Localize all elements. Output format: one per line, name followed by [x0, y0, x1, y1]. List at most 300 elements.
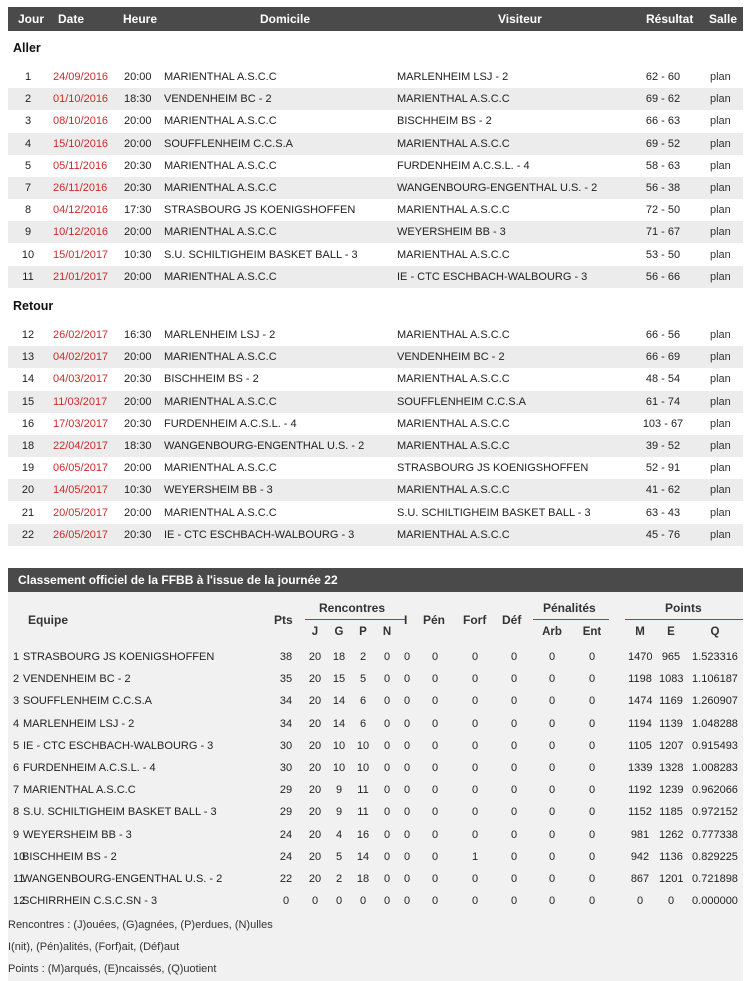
match-domicile: WEYERSHEIM BB - 3 [164, 484, 273, 497]
match-heure: 10:30 [124, 248, 152, 261]
match-resultat: 71 - 67 [645, 226, 681, 239]
cell-pen: 0 [431, 762, 439, 774]
cell-i: 0 [403, 873, 411, 885]
standings-row [8, 890, 743, 912]
cell-forf: 0 [471, 739, 479, 752]
cell-pts: 35 [279, 673, 293, 686]
match-date[interactable]: 15/10/2016 [53, 137, 109, 150]
match-date[interactable]: 11/03/2017 [53, 395, 108, 408]
match-jour: 3 [24, 115, 32, 128]
match-row [8, 524, 743, 546]
match-jour: 16 [21, 417, 35, 430]
match-jour: 7 [24, 182, 32, 194]
match-jour: 19 [21, 462, 35, 475]
match-domicile: MARIENTHAL A.S.C.C [164, 226, 277, 239]
match-salle-plan-link[interactable]: plan [710, 248, 731, 261]
match-domicile: MARIENTHAL A.S.C.C [164, 115, 277, 128]
standings-header [8, 568, 743, 592]
team-rank: 7 [13, 784, 20, 797]
match-salle-plan-link[interactable]: plan [710, 137, 731, 150]
hdr-pen: Pén [423, 613, 446, 627]
cell-ent: 0 [588, 717, 596, 730]
cell-forf: 0 [471, 784, 479, 797]
cell-j: 20 [308, 717, 322, 730]
cell-pen: 0 [431, 784, 439, 797]
match-salle-plan-link[interactable]: plan [710, 226, 731, 239]
match-jour: 9 [24, 226, 32, 239]
match-visiteur: VENDENHEIM BC - 2 [397, 351, 505, 364]
match-domicile: STRASBOURG JS KOENIGSHOFFEN [164, 204, 356, 217]
hdr-p: P [359, 626, 367, 638]
cell-p: 14 [356, 850, 370, 863]
match-visiteur: SOUFFLENHEIM C.C.S.A [397, 395, 526, 408]
cell-m: 1198 [628, 673, 652, 686]
cell-p: 6 [359, 717, 367, 730]
cell-m: 981 [630, 828, 650, 841]
match-salle-plan-link[interactable]: plan [710, 351, 731, 364]
cell-forf: 0 [471, 806, 479, 819]
match-domicile: S.U. SCHILTIGHEIM BASKET BALL - 3 [164, 248, 358, 261]
cell-pen: 0 [431, 806, 439, 819]
match-salle-plan-link[interactable]: plan [710, 204, 731, 217]
match-domicile: MARIENTHAL A.S.C.C [164, 159, 277, 172]
match-jour: 18 [21, 440, 35, 452]
match-domicile: FURDENHEIM A.C.S.L. - 4 [164, 417, 297, 430]
match-row [8, 244, 743, 266]
cell-pen: 0 [431, 651, 439, 663]
cell-p: 18 [356, 873, 370, 885]
cell-ent: 0 [588, 828, 596, 841]
match-row [8, 479, 743, 501]
cell-q: 1.048288 [692, 717, 738, 730]
match-resultat: 41 - 62 [645, 484, 681, 497]
standings-table [8, 592, 743, 981]
cell-q: 0.962066 [692, 784, 738, 797]
cell-m: 1470 [628, 651, 653, 663]
cell-pts: 24 [279, 828, 293, 841]
cell-i: 0 [403, 762, 411, 774]
team-name: SCHIRRHEIN C.S.C.SN - 3 [22, 895, 158, 908]
match-visiteur: FURDENHEIM A.C.S.L. - 4 [397, 159, 530, 172]
match-resultat: 52 - 91 [645, 462, 681, 475]
match-resultat: 66 - 56 [645, 329, 681, 341]
hdr-j: J [311, 626, 319, 638]
cell-e: 1136 [659, 850, 683, 863]
cell-q: 0.777338 [692, 828, 738, 841]
cell-forf: 0 [471, 651, 479, 663]
cell-g: 2 [335, 873, 343, 885]
match-resultat: 62 - 60 [645, 71, 681, 83]
standings-row [8, 801, 743, 823]
cell-e: 1207 [659, 739, 684, 752]
match-date[interactable]: 22/04/2017 [53, 440, 109, 452]
standings-row [8, 713, 743, 735]
hdr-g: G [334, 626, 344, 638]
match-resultat: 56 - 38 [645, 182, 681, 194]
cell-def: 0 [510, 739, 518, 752]
cell-e: 1185 [659, 806, 683, 819]
match-heure: 20:00 [124, 226, 152, 239]
match-salle-plan-link[interactable]: plan [710, 373, 731, 386]
match-jour: 8 [24, 204, 32, 217]
hdr-forf: Forf [463, 613, 487, 627]
cell-g: 9 [335, 806, 343, 819]
cell-g: 14 [332, 695, 346, 708]
cell-ent: 0 [588, 651, 596, 663]
match-visiteur: MARIENTHAL A.S.C.C [397, 484, 510, 497]
cell-arb: 0 [548, 828, 556, 841]
match-resultat: 56 - 66 [645, 270, 681, 283]
match-row [8, 346, 743, 368]
team-name: MARIENTHAL A.S.C.C [23, 784, 136, 797]
match-row [8, 177, 743, 199]
match-date[interactable]: 08/10/2016 [53, 115, 109, 128]
hdr-def: Déf [502, 613, 522, 627]
rencontres-underline [305, 619, 405, 620]
match-visiteur: WEYERSHEIM BB - 3 [397, 226, 506, 239]
match-jour: 4 [24, 137, 32, 150]
team-rank: 3 [13, 695, 20, 708]
match-salle-plan-link[interactable]: plan [710, 182, 731, 194]
match-date[interactable]: 26/05/2017 [53, 528, 109, 541]
match-row [8, 457, 743, 479]
cell-m: 1105 [628, 739, 652, 752]
match-salle-plan-link[interactable]: plan [710, 417, 731, 430]
match-heure: 16:30 [124, 329, 152, 341]
cell-i: 0 [403, 784, 411, 797]
team-rank: 4 [13, 717, 20, 730]
standings-row [8, 668, 743, 690]
match-heure: 20:30 [124, 528, 152, 541]
match-jour: 15 [21, 395, 35, 408]
match-date[interactable]: 26/02/2017 [53, 329, 109, 341]
cell-m: 1474 [628, 695, 653, 708]
cell-forf: 0 [471, 895, 479, 908]
cell-def: 0 [510, 895, 518, 908]
cell-e: 1201 [659, 873, 684, 885]
match-heure: 17:30 [124, 204, 152, 217]
match-salle-plan-link[interactable]: plan [710, 528, 731, 541]
match-jour: 22 [21, 528, 35, 541]
match-salle-plan-link[interactable]: plan [710, 506, 731, 519]
standings-row [8, 868, 743, 890]
team-name: FURDENHEIM A.C.S.L. - 4 [23, 762, 156, 774]
cell-m: 0 [636, 895, 644, 908]
team-name: STRASBOURG JS KOENIGSHOFFEN [23, 651, 215, 663]
cell-e: 1262 [659, 828, 684, 841]
cell-j: 20 [308, 784, 322, 797]
cell-p: 6 [359, 695, 367, 708]
match-date[interactable]: 14/05/2017 [53, 484, 109, 497]
cell-g: 9 [335, 784, 343, 797]
cell-n: 0 [383, 717, 391, 730]
col-heure: Heure [123, 12, 158, 26]
match-row [8, 324, 743, 346]
penalites-underline [533, 619, 609, 620]
hdr-n: N [382, 626, 392, 638]
match-date[interactable]: 06/05/2017 [53, 462, 109, 475]
match-visiteur: STRASBOURG JS KOENIGSHOFFEN [397, 462, 589, 475]
cell-j: 20 [308, 739, 322, 752]
match-visiteur: MARIENTHAL A.S.C.C [397, 373, 510, 386]
match-resultat: 63 - 43 [645, 506, 681, 519]
match-heure: 20:00 [124, 351, 152, 364]
match-row [8, 110, 743, 132]
cell-i: 0 [403, 806, 411, 819]
col-date: Date [58, 12, 85, 26]
match-date[interactable]: 04/12/2016 [53, 204, 109, 217]
match-row [8, 368, 743, 390]
cell-def: 0 [510, 717, 518, 730]
team-rank: 9 [13, 828, 20, 841]
cell-ent: 0 [588, 850, 596, 863]
team-name: WEYERSHEIM BB - 3 [23, 828, 132, 841]
cell-p: 10 [356, 762, 370, 774]
schedule-header [8, 7, 743, 31]
col-visiteur: Visiteur [498, 12, 542, 26]
match-visiteur: S.U. SCHILTIGHEIM BASKET BALL - 3 [397, 506, 591, 519]
cell-j: 20 [308, 850, 322, 863]
match-date[interactable]: 24/09/2016 [53, 71, 109, 83]
hdr-i: I [404, 613, 408, 627]
match-jour: 11 [22, 270, 34, 283]
match-salle-plan-link[interactable]: plan [710, 71, 731, 83]
match-salle-plan-link[interactable]: plan [710, 395, 731, 408]
team-rank: 10 [13, 850, 26, 863]
cell-m: 942 [630, 850, 650, 863]
cell-j: 20 [308, 651, 322, 663]
match-jour: 10 [21, 248, 35, 261]
match-salle-plan-link[interactable]: plan [710, 93, 731, 106]
match-row [8, 435, 743, 457]
match-salle-plan-link[interactable]: plan [710, 462, 731, 475]
cell-pen: 0 [431, 895, 439, 908]
cell-pts: 24 [279, 850, 293, 863]
match-visiteur: MARIENTHAL A.S.C.C [397, 440, 510, 452]
team-rank: 2 [13, 673, 20, 686]
cell-g: 10 [332, 762, 346, 774]
aller-label: Aller [13, 41, 41, 55]
cell-ent: 0 [588, 895, 596, 908]
cell-n: 0 [383, 850, 391, 863]
cell-forf: 0 [471, 673, 479, 686]
hdr-ent: Ent [582, 626, 602, 638]
cell-def: 0 [510, 762, 518, 774]
match-date[interactable]: 26/11/2016 [53, 182, 108, 194]
standings-row [8, 646, 743, 668]
cell-pen: 0 [431, 673, 439, 686]
match-resultat: 66 - 69 [645, 351, 681, 364]
cell-j: 0 [311, 895, 319, 908]
team-rank: 5 [13, 739, 20, 752]
standings-title: Classement officiel de la FFBB à l'issue de la journée 22 [18, 573, 338, 587]
cell-forf: 0 [471, 873, 479, 885]
team-name: MARLENHEIM LSJ - 2 [23, 717, 135, 730]
match-date[interactable]: 17/03/2017 [53, 417, 109, 430]
cell-p: 5 [359, 673, 367, 686]
match-salle-plan-link[interactable]: plan [710, 159, 731, 172]
cell-m: 1192 [628, 784, 652, 797]
cell-e: 1169 [659, 695, 683, 708]
match-jour: 20 [21, 484, 35, 497]
standings-row [8, 779, 743, 801]
match-domicile: VENDENHEIM BC - 2 [164, 93, 272, 106]
cell-q: 0.915493 [692, 739, 738, 752]
match-row [8, 221, 743, 243]
match-salle-plan-link[interactable]: plan [710, 115, 731, 128]
cell-arb: 0 [548, 873, 556, 885]
cell-ent: 0 [588, 739, 596, 752]
match-jour: 2 [24, 93, 32, 106]
cell-p: 11 [357, 806, 369, 819]
hdr-arb: Arb [542, 626, 562, 638]
match-resultat: 48 - 54 [645, 373, 681, 386]
cell-p: 16 [356, 828, 370, 841]
match-date[interactable]: 21/01/2017 [53, 270, 109, 283]
cell-e: 1328 [659, 762, 684, 774]
cell-pen: 0 [431, 850, 439, 863]
cell-g: 15 [332, 673, 346, 686]
match-row [8, 266, 743, 288]
cell-n: 0 [383, 739, 391, 752]
team-name: S.U. SCHILTIGHEIM BASKET BALL - 3 [23, 806, 217, 819]
cell-i: 0 [403, 717, 411, 730]
cell-n: 0 [383, 806, 391, 819]
cell-i: 0 [403, 850, 411, 863]
match-visiteur: BISCHHEIM BS - 2 [397, 115, 492, 128]
match-heure: 20:00 [124, 506, 152, 519]
cell-pts: 38 [279, 651, 293, 663]
cell-pts: 30 [279, 739, 293, 752]
match-domicile: MARIENTHAL A.S.C.C [164, 351, 277, 364]
cell-i: 0 [403, 895, 411, 908]
cell-def: 0 [510, 850, 518, 863]
cell-pts: 29 [279, 806, 293, 819]
match-heure: 20:00 [124, 462, 152, 475]
match-date[interactable]: 01/10/2016 [53, 93, 109, 106]
cell-j: 20 [308, 673, 322, 686]
cell-arb: 0 [548, 717, 556, 730]
cell-e: 1239 [659, 784, 684, 797]
team-name: SOUFFLENHEIM C.C.S.A [23, 695, 152, 708]
cell-j: 20 [308, 806, 322, 819]
cell-arb: 0 [548, 762, 556, 774]
match-salle-plan-link[interactable]: plan [710, 329, 731, 341]
cell-arb: 0 [548, 695, 556, 708]
match-visiteur: IE - CTC ESCHBACH-WALBOURG - 3 [397, 270, 588, 283]
legend-points: Points : (M)arqués, (E)ncaissés, (Q)uotient [8, 963, 217, 975]
match-date[interactable]: 10/12/2016 [53, 226, 109, 239]
cell-n: 0 [383, 673, 391, 686]
match-visiteur: MARIENTHAL A.S.C.C [397, 528, 510, 541]
match-salle-plan-link[interactable]: plan [710, 484, 731, 497]
match-heure: 18:30 [124, 93, 152, 106]
cell-pts: 34 [279, 717, 293, 730]
match-jour: 14 [21, 373, 35, 386]
match-resultat: 69 - 62 [645, 93, 681, 106]
match-jour: 13 [21, 351, 35, 364]
match-heure: 20:30 [124, 182, 152, 194]
cell-pts: 30 [279, 762, 293, 774]
match-date[interactable]: 05/11/2016 [53, 159, 108, 172]
cell-pts: 34 [279, 695, 293, 708]
match-resultat: 61 - 74 [645, 395, 681, 408]
match-heure: 20:30 [124, 159, 152, 172]
match-heure: 20:00 [124, 270, 152, 283]
match-domicile: MARIENTHAL A.S.C.C [164, 506, 277, 519]
cell-forf: 0 [471, 717, 479, 730]
team-name: IE - CTC ESCHBACH-WALBOURG - 3 [23, 739, 214, 752]
match-jour: 12 [21, 329, 35, 341]
hdr-penalites: Pénalités [543, 601, 596, 615]
col-resultat: Résultat [646, 12, 694, 26]
match-domicile: MARIENTHAL A.S.C.C [164, 71, 277, 83]
cell-def: 0 [510, 873, 518, 885]
cell-j: 20 [308, 873, 322, 885]
cell-ent: 0 [588, 673, 596, 686]
cell-n: 0 [383, 784, 391, 797]
retour-label: Retour [13, 299, 54, 313]
cell-g: 4 [335, 828, 343, 841]
cell-def: 0 [510, 651, 518, 663]
match-date[interactable]: 15/01/2017 [53, 248, 109, 261]
match-heure: 10:30 [124, 484, 152, 497]
cell-p: 0 [359, 895, 367, 908]
match-heure: 20:30 [124, 373, 152, 386]
match-resultat: 58 - 63 [645, 159, 681, 172]
cell-p: 11 [357, 784, 369, 797]
team-name: BISCHHEIM BS - 2 [22, 850, 117, 863]
cell-arb: 0 [548, 673, 556, 686]
match-jour: 1 [24, 71, 32, 83]
cell-forf: 0 [471, 828, 479, 841]
cell-arb: 0 [548, 850, 556, 863]
cell-i: 0 [403, 828, 411, 841]
match-date[interactable]: 04/03/2017 [53, 373, 109, 386]
cell-forf: 1 [471, 850, 479, 863]
match-date[interactable]: 20/05/2017 [53, 506, 109, 519]
match-row [8, 391, 743, 413]
cell-pts: 29 [279, 784, 293, 797]
match-heure: 20:00 [124, 71, 152, 83]
match-domicile: SOUFFLENHEIM C.C.S.A [164, 137, 293, 150]
cell-pts: 22 [279, 873, 293, 885]
cell-n: 0 [383, 651, 391, 663]
standings-row [8, 846, 743, 868]
match-salle-plan-link[interactable]: plan [710, 270, 731, 283]
match-domicile: MARLENHEIM LSJ - 2 [164, 329, 276, 341]
cell-def: 0 [510, 673, 518, 686]
cell-arb: 0 [548, 651, 556, 663]
cell-q: 0.000000 [692, 895, 738, 908]
team-rank: 1 [13, 651, 20, 663]
team-name: WANGENBOURG-ENGENTHAL U.S. - 2 [22, 873, 223, 885]
cell-arb: 0 [548, 806, 556, 819]
match-row [8, 88, 743, 110]
cell-q: 0.972152 [692, 806, 738, 819]
hdr-m: M [635, 626, 645, 638]
match-jour: 5 [24, 159, 32, 172]
legend-rencontres: Rencontres : (J)ouées, (G)agnées, (P)erdues, (N)ulles [8, 919, 273, 931]
match-salle-plan-link[interactable]: plan [710, 440, 731, 452]
match-resultat: 45 - 76 [645, 528, 681, 541]
match-visiteur: MARIENTHAL A.S.C.C [397, 93, 510, 106]
cell-n: 0 [383, 895, 391, 908]
cell-e: 965 [661, 651, 681, 663]
match-date[interactable]: 04/02/2017 [53, 351, 109, 364]
cell-q: 1.008283 [692, 762, 738, 774]
cell-arb: 0 [548, 739, 556, 752]
